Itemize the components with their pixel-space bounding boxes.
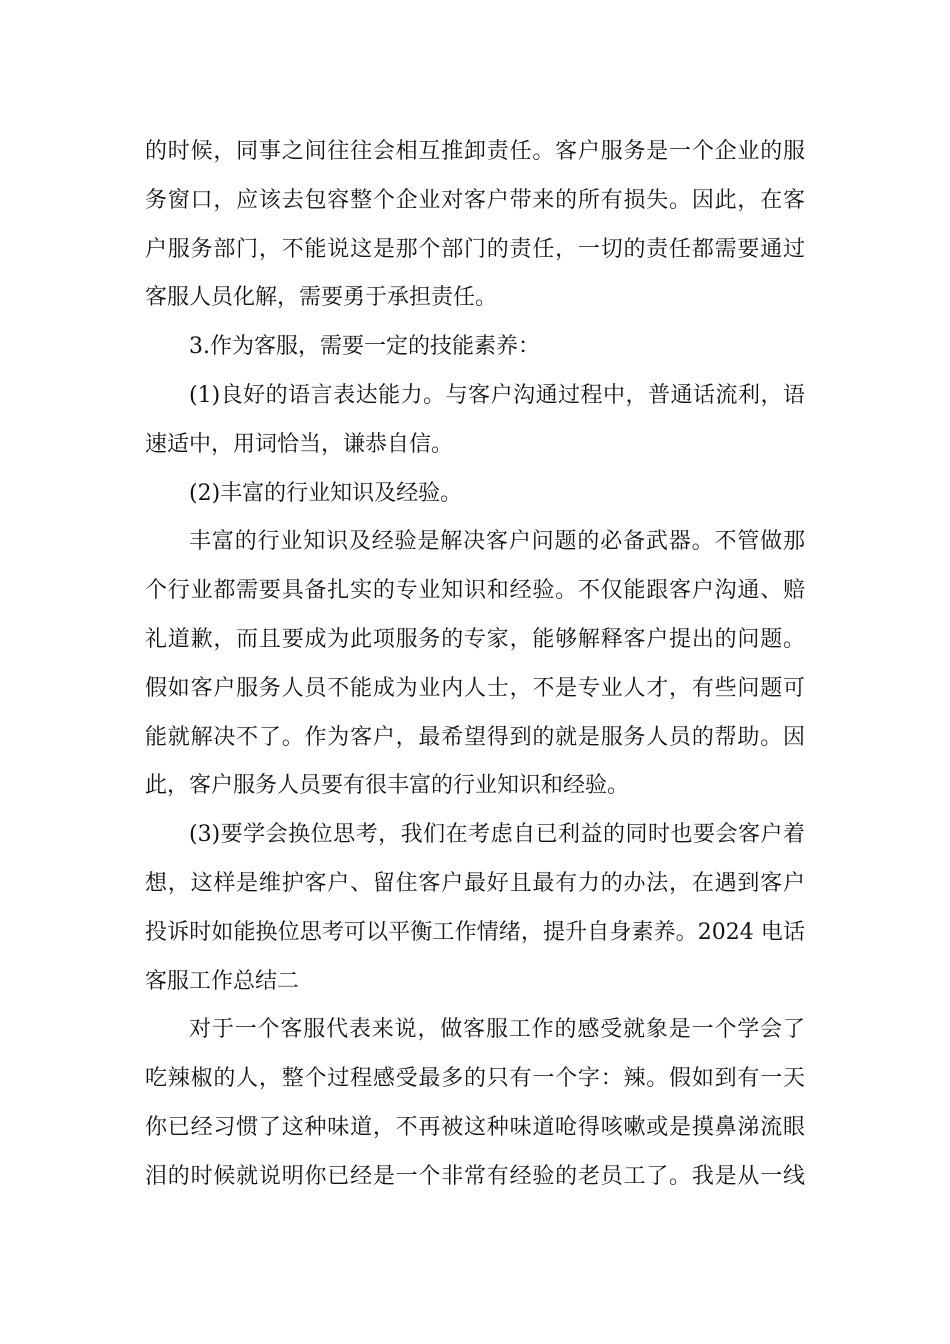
- document-body: [145, 128, 805, 1202]
- text-line: 对于一个客服代表来说，做客服工作的感受就象是一个学会了: [189, 1017, 805, 1043]
- text-line: 泪的时候就说明你已经是一个非常有经验的老员工了。我是从一线: [145, 1163, 805, 1189]
- text-line: 此，客户服务人员要有很丰富的行业知识和经验。: [145, 773, 630, 799]
- text-line: (2)丰富的行业知识及经验。: [189, 480, 463, 506]
- text-line: 丰富的行业知识及经验是解决客户问题的必备武器。不管做那: [189, 529, 805, 555]
- text-line: 户服务部门，不能说这是那个部门的责任，一切的责任都需要通过: [145, 236, 805, 262]
- text-line: 能就解决不了。作为客户，最希望得到的就是服务人员的帮助。因: [145, 724, 805, 750]
- text-line: 投诉时如能换位思考可以平衡工作情绪，提升自身素养。2024 电话: [145, 919, 805, 945]
- text-line: 假如客户服务人员不能成为业内人士，不是专业人才，有些问题可: [145, 675, 805, 701]
- text-line: 的时候，同事之间往往会相互推卸责任。客户服务是一个企业的服: [145, 139, 805, 164]
- text-line: 客服人员化解，需要勇于承担责任。: [145, 285, 498, 311]
- text-line: 个行业都需要具备扎实的专业知识和经验。不仅能跟客户沟通、赔: [145, 578, 805, 604]
- text-line: 3.作为客服，需要一定的技能素养：: [189, 334, 540, 360]
- text-line: 想，这样是维护客户、留住客户最好且最有力的办法，在遇到客户: [145, 870, 805, 896]
- text-line: (3)要学会换位思考，我们在考虑自已利益的同时也要会客户着: [189, 822, 805, 848]
- text-line: 礼道歉，而且要成为此项服务的专家，能够解释客户提出的问题。: [145, 626, 805, 652]
- text-line: 速适中，用词恰当，谦恭自信。: [145, 431, 454, 457]
- text-line: (1)良好的语言表达能力。与客户沟通过程中，普通话流利，语: [189, 382, 805, 408]
- text-line: 务窗口，应该去包容整个企业对客户带来的所有损失。因此，在客: [145, 187, 805, 213]
- text-line: 你已经习惯了这种味道，不再被这种味道呛得咳嗽或是摸鼻涕流眼: [145, 1114, 805, 1140]
- text-line: 吃辣椒的人，整个过程感受最多的只有一个字：辣。假如到有一天: [145, 1066, 805, 1092]
- text-line: 客服工作总结二: [145, 968, 300, 994]
